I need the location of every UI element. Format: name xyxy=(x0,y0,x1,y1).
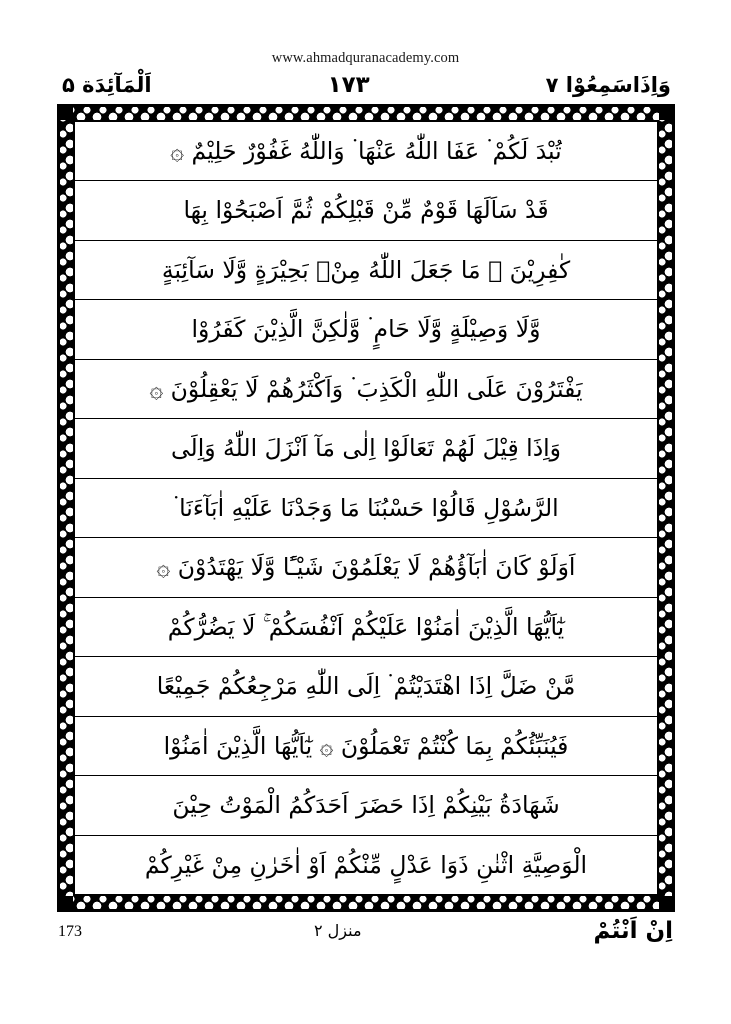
header-surah-label: اَلْمَآئِدَة ۵ xyxy=(62,72,152,97)
page-footer xyxy=(58,918,673,962)
ayah-line xyxy=(75,181,657,240)
border-ornament-top xyxy=(60,107,672,120)
page-header xyxy=(58,68,673,102)
border-ornament-right xyxy=(659,107,672,909)
ayah-line-text: يَفْتَرُوْنَ عَلَى اللّٰهِ الْكَذِبَ ۬ وَاَكْثَرُهُمْ لَا يَعْقِلُوْنَ ۞ xyxy=(149,374,583,403)
ayah-lines-container xyxy=(73,120,659,896)
ayah-line xyxy=(75,419,657,478)
border-corner-top-right xyxy=(659,107,672,120)
ayah-line-text: اَوَلَوْ كَانَ اٰبَآؤُهُمْ لَا يَعْلَمُوْنَ شَيْـًٔا وَّلَا يَهْتَدُوْنَ ۞ xyxy=(156,553,576,582)
ayah-line xyxy=(75,241,657,300)
border-corner-bottom-left xyxy=(60,896,73,909)
ayah-line xyxy=(75,479,657,538)
ayah-line xyxy=(75,122,657,181)
border-ornament-left xyxy=(60,107,73,909)
ayah-line-text: شَهَادَةُ بَيْنِكُمْ اِذَا حَضَرَ اَحَدَكُمُ الْمَوْتُ حِيْنَ xyxy=(172,791,560,820)
site-url-watermark: www.ahmadquranacademy.com xyxy=(271,50,460,66)
header-juz-label: وَاِذَاسَمِعُوْا ۷ xyxy=(545,72,671,97)
ayah-line xyxy=(75,657,657,716)
ayah-line xyxy=(75,717,657,776)
ayah-line xyxy=(75,836,657,894)
footer-page-number: 173 xyxy=(58,923,82,940)
ayah-line-text: وَاِذَا قِيْلَ لَهُمْ تَعَالَوْا اِلٰى مَآ اَنْزَلَ اللّٰهُ وَاِلَى xyxy=(170,434,562,463)
ayah-line xyxy=(75,300,657,359)
ayah-line-text: وَّلَا وَصِيْلَةٍ وَّلَا حَامٍ ۬ وَّلٰكِنَّ الَّذِيْنَ كَفَرُوْا xyxy=(191,315,541,344)
footer-catchword: اِنْ اَنْتُمْ xyxy=(593,918,673,944)
ayah-line-text: فَيُنَبِّئُكُمْ بِمَا كُنْتُمْ تَعْمَلُوْنَ ۞ يٰٓاَيُّهَا الَّذِيْنَ اٰمَنُوْا xyxy=(163,731,569,760)
ayah-line xyxy=(75,538,657,597)
border-corner-bottom-right xyxy=(659,896,672,909)
ayah-line-text: الْوَصِيَّةِ اثْنٰنِ ذَوَا عَدْلٍ مِّنْكُمْ اَوْ اٰخَرٰنِ مِنْ غَيْرِكُمْ xyxy=(144,850,588,879)
ayah-line-text: تُبْدَ لَكُمْ ۬ عَفَا اللّٰهُ عَنْهَا ۬ وَاللّٰهُ غَفُوْرٌ حَلِيْمٌ ۞ xyxy=(170,136,562,165)
border-corner-top-left xyxy=(60,107,73,120)
ayah-line-text: كٰفِرِيْنَ ۞ مَا جَعَلَ اللّٰهُ مِنْۢ بَحِيْرَةٍ وَّلَا سَآئِبَةٍ xyxy=(161,255,571,284)
quran-text-frame xyxy=(57,104,675,912)
header-page-number-arabic: ۱۷۳ xyxy=(327,72,370,98)
ornamental-border xyxy=(60,107,672,909)
ayah-line xyxy=(75,776,657,835)
ayah-line xyxy=(75,598,657,657)
ayah-line-text: مَّنْ ضَلَّ اِذَا اهْتَدَيْتُمْ ۬ اِلَى اللّٰهِ مَرْجِعُكُمْ جَمِيْعًا xyxy=(156,672,576,701)
footer-manzil-label: منزل ۲ xyxy=(314,921,362,940)
border-ornament-bottom xyxy=(60,896,672,909)
ayah-line-text: الرَّسُوْلِ قَالُوْا حَسْبُنَا مَا وَجَدْنَا عَلَيْهِ اٰبَآءَنَا ۬ xyxy=(173,493,559,522)
ayah-line xyxy=(75,360,657,419)
ayah-line-text: قَدْ سَاَلَهَا قَوْمٌ مِّنْ قَبْلِكُمْ ثُمَّ اَصْبَحُوْا بِهَا xyxy=(183,196,549,225)
ayah-line-text: يٰٓاَيُّهَا الَّذِيْنَ اٰمَنُوْا عَلَيْكُمْ اَنْفُسَكُمْ ۚ لَا يَضُرُّكُمْ xyxy=(167,612,565,641)
